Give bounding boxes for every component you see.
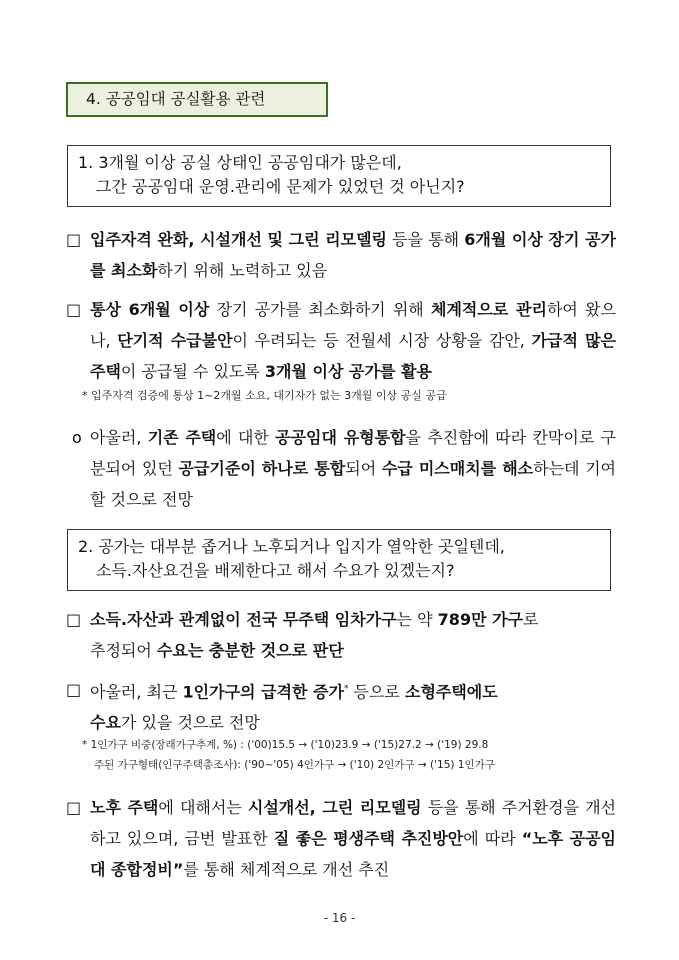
question-2-line-1: 2. 공가는 대부분 좁거나 노후되거나 입지가 열악한 곳일텐데, — [78, 537, 505, 556]
answer-4-text: 소득.자산과 관계없이 전국 무주택 임차가구는 약 789만 가구로 추정되어 수요는 충분한 것으로 판단 — [90, 610, 539, 660]
answer-2-text: 통상 6개월 이상 장기 공가를 최소화하기 위해 체계적으로 관리하여 왔으나, 단기적 수급불안이 우려되는 등 전월세 시장 상황을 감안, 가급적 많은 주택이 공급될 수 있도록 3개월 이상 공가를 활용 — [90, 300, 617, 381]
circle-bullet-icon: ο — [72, 428, 82, 447]
answer-6-text: 노후 주택에 대해서는 시설개선, 그린 리모델링 등을 통해 주거환경을 개선하고 있으며, 금번 발표한 질 좋은 평생주택 추진방안에 따라 “노후 공공임대 종합정비”를 통해 체계적으로 개선 추진 — [90, 798, 616, 879]
square-bullet-icon: □ — [66, 798, 82, 817]
answer-3-text: 아울러, 기존 주택에 대한 공공임대 유형통합을 추진함에 따라 칸막이로 구분되어 있던 공급기준이 하나로 통합되어 수급 미스매치를 해소하는데 기여할 것으로 전망 — [90, 428, 617, 509]
answer-5-text: 아울러, 최근 1인가구의 급격한 증가* 등으로 소형주택에도 수요가 있을 것으로 전망 — [90, 682, 498, 733]
question-1-line-2: 그간 공공임대 운영.관리에 문제가 있었던 것 아닌지? — [96, 177, 465, 196]
answer-paragraph-1 — [66, 224, 616, 286]
question-box-2 — [67, 529, 611, 591]
square-bullet-icon: □ — [66, 230, 82, 249]
question-2-line-2: 소득.자산요건을 배제한다고 해서 수요가 있겠는지? — [96, 561, 455, 580]
answer-paragraph-2 — [66, 294, 616, 387]
footnote-2 — [82, 735, 622, 775]
answer-paragraph-5 — [66, 674, 616, 738]
square-bullet-icon: □ — [66, 680, 82, 699]
footnote-2-line-1: * 1인가구 비중(장래가구추계, %) : ('00)15.5 → ('10)23.9 → ('15)27.2 → ('19) 29.8 — [82, 739, 489, 751]
footnote-1: * 입주자격 검증에 통상 1~2개월 소요, 대기자가 없는 3개월 이상 공실 공급 — [82, 389, 447, 402]
question-1-line-1: 1. 3개월 이상 공실 상태인 공공임대가 많은데, — [78, 153, 402, 172]
footnote-2-line-2: 주된 가구형태(인구주택총조사): ('90~'05) 4인가구 → ('10) 2인가구 → ('15) 1인가구 — [94, 759, 495, 771]
square-bullet-icon: □ — [66, 300, 82, 319]
section-title: 4. 공공임대 공실활용 관련 — [66, 82, 328, 117]
square-bullet-icon: □ — [66, 610, 82, 629]
answer-paragraph-6 — [66, 792, 616, 885]
answer-paragraph-3 — [66, 422, 616, 515]
page-number: - 16 - — [323, 911, 356, 925]
question-box-1 — [67, 145, 611, 207]
answer-1-text: 입주자격 완화, 시설개선 및 그린 리모델링 등을 통해 6개월 이상 장기 공가를 최소화하기 위해 노력하고 있음 — [90, 230, 616, 280]
answer-paragraph-4 — [66, 604, 616, 666]
